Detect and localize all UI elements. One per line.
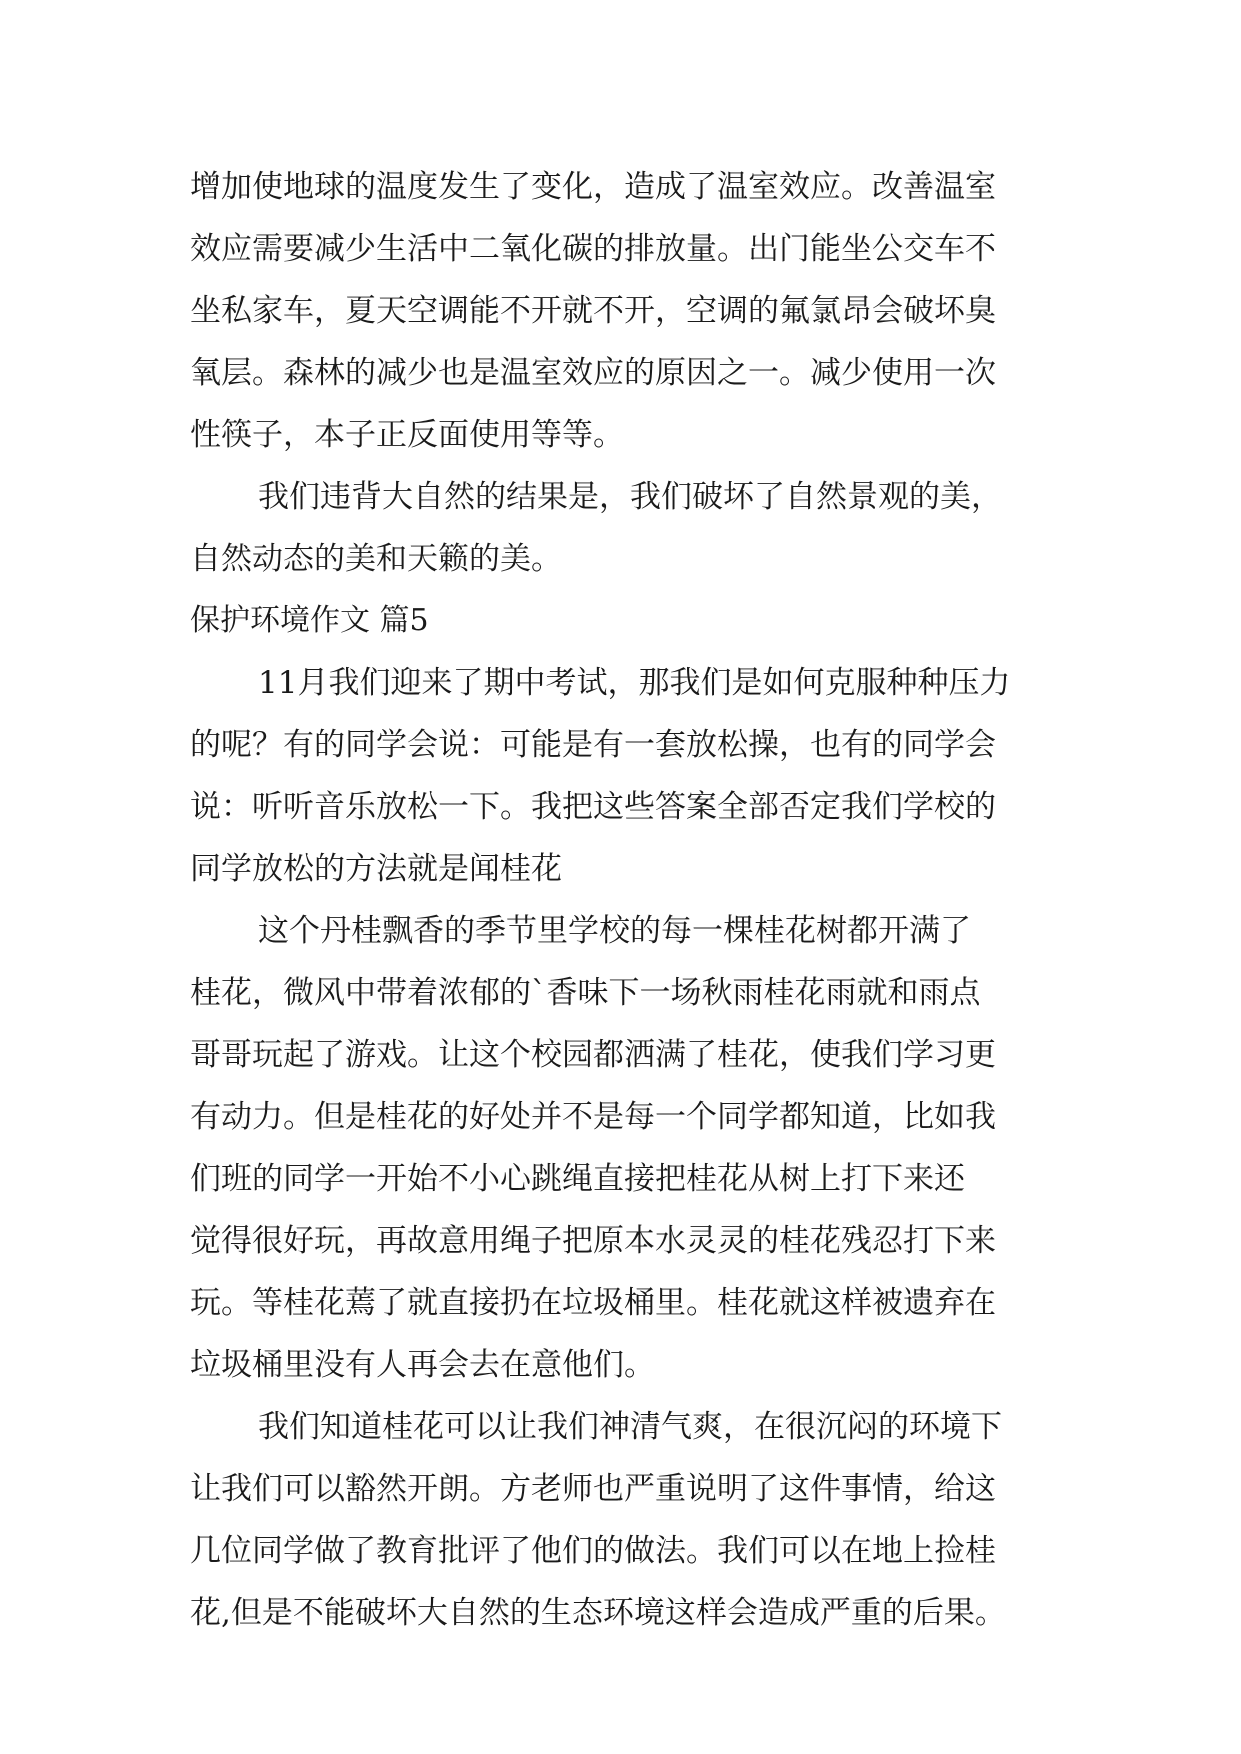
text-line: 的呢？有的同学会说：可能是有一套放松操，也有的同学会 — [190, 727, 996, 763]
text-line: 11月我们迎来了期中考试，那我们是如何克服种种压力 — [258, 665, 1011, 701]
text-line: 觉得很好玩，再故意用绳子把原本水灵灵的桂花残忍打下来 — [190, 1223, 996, 1259]
text-line: 哥哥玩起了游戏。让这个校园都洒满了桂花，使我们学习更 — [190, 1037, 996, 1073]
text-line: 这个丹桂飘香的季节里学校的每一棵桂花树都开满了 — [258, 913, 971, 949]
text-line: 氧层。森林的减少也是温室效应的原因之一。减少使用一次 — [190, 355, 996, 391]
text-line: 增加使地球的温度发生了变化，造成了温室效应。改善温室 — [190, 169, 996, 205]
section-heading: 保护环境作文 篇5 — [190, 603, 429, 638]
text-line: 坐私家车，夏天空调能不开就不开，空调的氟氯昂会破坏臭 — [190, 293, 996, 329]
text-line: 桂花，微风中带着浓郁的`香味下一场秋雨桂花雨就和雨点 — [190, 975, 981, 1011]
text-line: 我们违背大自然的结果是，我们破坏了自然景观的美， — [258, 479, 1002, 515]
text-line: 效应需要减少生活中二氧化碳的排放量。出门能坐公交车不 — [190, 231, 996, 267]
text-line: 玩。等桂花蔫了就直接扔在垃圾桶里。桂花就这样被遗弃在 — [190, 1285, 996, 1321]
document-body — [190, 156, 1060, 1644]
text-line: 垃圾桶里没有人再会去在意他们。 — [190, 1347, 655, 1383]
text-line: 同学放松的方法就是闻桂花 — [190, 851, 562, 887]
text-line: 性筷子，本子正反面使用等等。 — [190, 417, 624, 453]
text-line: 花,但是不能破坏大自然的生态环境这样会造成严重的后果。 — [190, 1595, 1006, 1631]
text-line: 自然动态的美和天籁的美。 — [190, 541, 562, 577]
text-line: 几位同学做了教育批评了他们的做法。我们可以在地上捡桂 — [190, 1533, 996, 1569]
text-line: 我们知道桂花可以让我们神清气爽，在很沉闷的环境下 — [258, 1409, 1002, 1445]
text-line: 让我们可以豁然开朗。方老师也严重说明了这件事情，给这 — [190, 1471, 996, 1507]
text-line: 说：听听音乐放松一下。我把这些答案全部否定我们学校的 — [190, 789, 996, 825]
text-line: 们班的同学一开始不小心跳绳直接把桂花从树上打下来还 — [190, 1161, 965, 1197]
text-line: 有动力。但是桂花的好处并不是每一个同学都知道，比如我 — [190, 1099, 996, 1135]
